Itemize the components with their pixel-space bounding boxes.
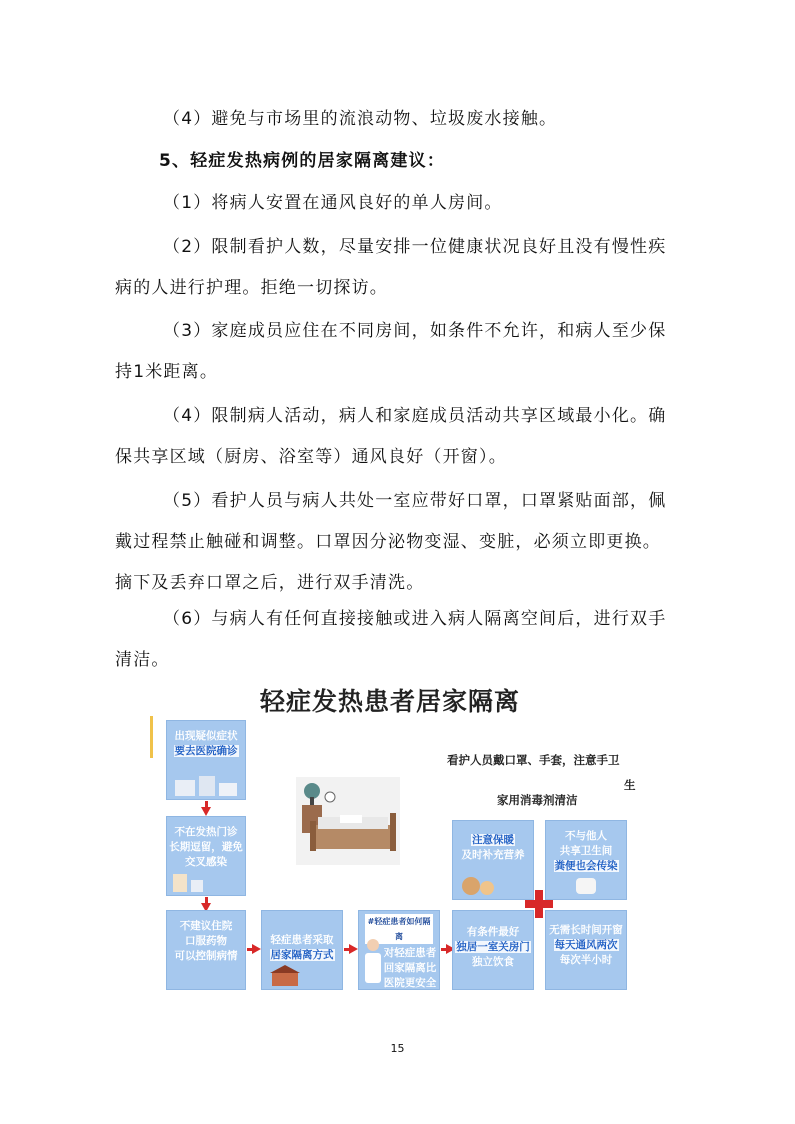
note-caregiver-mask-cont: 生 [624, 778, 636, 792]
line: 病的人进行护理。拒绝一切探访。 [115, 278, 388, 298]
step-box-home-isolation [261, 910, 343, 990]
note-caregiver-mask: 看护人员戴口罩、手套，注意手卫 [447, 753, 620, 767]
box-line: 无需长时间开窗 [549, 924, 623, 936]
line: 戴过程禁止触碰和调整。口罩因分泌物变湿、变脏，必须立即更换。 [115, 532, 661, 552]
box-line: 有条件最好 [466, 926, 520, 938]
step-box-suspected-symptoms [166, 720, 246, 800]
box-line: 居家隔离方式 [270, 949, 334, 961]
arrow-head [252, 944, 261, 954]
box-line: 出现疑似症状 [174, 730, 238, 742]
step-box-avoid-fever-clinic [166, 816, 246, 896]
box-line: 每次半小时 [559, 954, 613, 966]
line: （2）限制看护人数，尽量安排一位健康状况良好且没有慢性疾 [163, 237, 667, 257]
line: （4）限制病人活动，病人和家庭成员活动共享区域最小化。确 [163, 406, 667, 426]
box-line-highlight [453, 940, 533, 955]
box-line: 粪便也会传染 [554, 860, 618, 872]
line: （6）与病人有任何直接接触或进入病人隔离空间后，进行双手 [163, 609, 667, 629]
box-line: 独居一室关房门 [456, 941, 530, 953]
box-line: 回家隔离比 [383, 962, 437, 974]
box-tag: #轻症患者如何隔离 [365, 914, 433, 944]
box-line: 轻症患者采取 [270, 934, 334, 946]
box-line: 独立饮食 [472, 956, 514, 968]
line: 清洁。 [115, 650, 170, 670]
paragraph-avoid-animals [163, 109, 683, 129]
line: 摘下及丢弃口罩之后，进行双手清洗。 [115, 573, 425, 593]
box-line-highlight [546, 859, 626, 874]
step-box-ventilation [545, 910, 627, 990]
step-box-isolation-safer [358, 910, 440, 990]
paragraph-4 [115, 406, 675, 467]
line: （4）避免与市场里的流浪动物、垃圾废水接触。 [163, 109, 558, 129]
bed-room-illustration [296, 777, 400, 865]
box-line: 及时补充营养 [461, 849, 525, 861]
page-number: 15 [390, 1042, 405, 1055]
hospital-building-icon [171, 774, 243, 796]
city-building-icon [171, 870, 243, 892]
step-box-no-shared-toilet [545, 820, 627, 900]
box-line: 要去医院确诊 [174, 745, 238, 757]
box-line: 口服药物 [185, 935, 227, 947]
box-line: 医院更安全 [383, 977, 437, 989]
paragraph-6 [115, 609, 675, 670]
step-box-oral-medication [166, 910, 246, 990]
box-line: 共享卫生间 [559, 845, 613, 857]
infographic [150, 680, 636, 990]
box-line: 每天通风两次 [554, 939, 618, 951]
box-line-highlight [167, 744, 245, 759]
box-line: 不建议住院 [179, 920, 233, 932]
line: （5）看护人员与病人共处一室应带好口罩，口罩紧贴面部，佩 [163, 491, 667, 511]
step-box-keep-warm [452, 820, 534, 900]
paragraph-2 [115, 237, 675, 298]
line: （1）将病人安置在通风良好的单人房间。 [163, 193, 503, 213]
box-line: 注意保暖 [472, 834, 514, 846]
box-line: 对轻症患者 [383, 947, 437, 959]
section-heading [159, 151, 679, 171]
note-disinfectant: 家用消毒剂清洁 [497, 793, 578, 807]
line: 持1米距离。 [115, 362, 219, 382]
box-line: 不在发热门诊 [174, 826, 238, 838]
paragraph-1 [163, 193, 683, 213]
step-box-live-alone [452, 910, 534, 990]
house-icon [266, 964, 340, 986]
box-line: 不与他人 [565, 830, 607, 842]
food-icon [457, 874, 531, 896]
infographic-title: 轻症发热患者居家隔离 [259, 687, 520, 716]
line: （3）家庭成员应住在不同房间，如条件不允许，和病人至少保 [163, 321, 667, 341]
accent-line [150, 716, 153, 758]
box-line: 可以控制病情 [174, 950, 238, 962]
toilet-icon [550, 874, 624, 896]
paragraph-3 [115, 321, 675, 382]
box-line-highlight [453, 833, 533, 848]
box-line: 长期逗留，避免 [169, 841, 243, 853]
box-line-highlight [546, 938, 626, 953]
arrow-head [201, 807, 211, 816]
doctor-icon [363, 937, 383, 987]
box-line-highlight [262, 948, 342, 963]
arrow-head [349, 944, 358, 954]
paragraph-5 [115, 491, 675, 593]
box-line: 交叉感染 [185, 856, 227, 868]
heading-text: 5、轻症发热病例的居家隔离建议： [159, 151, 446, 171]
line: 保共享区域（厨房、浴室等）通风良好（开窗）。 [115, 447, 507, 467]
